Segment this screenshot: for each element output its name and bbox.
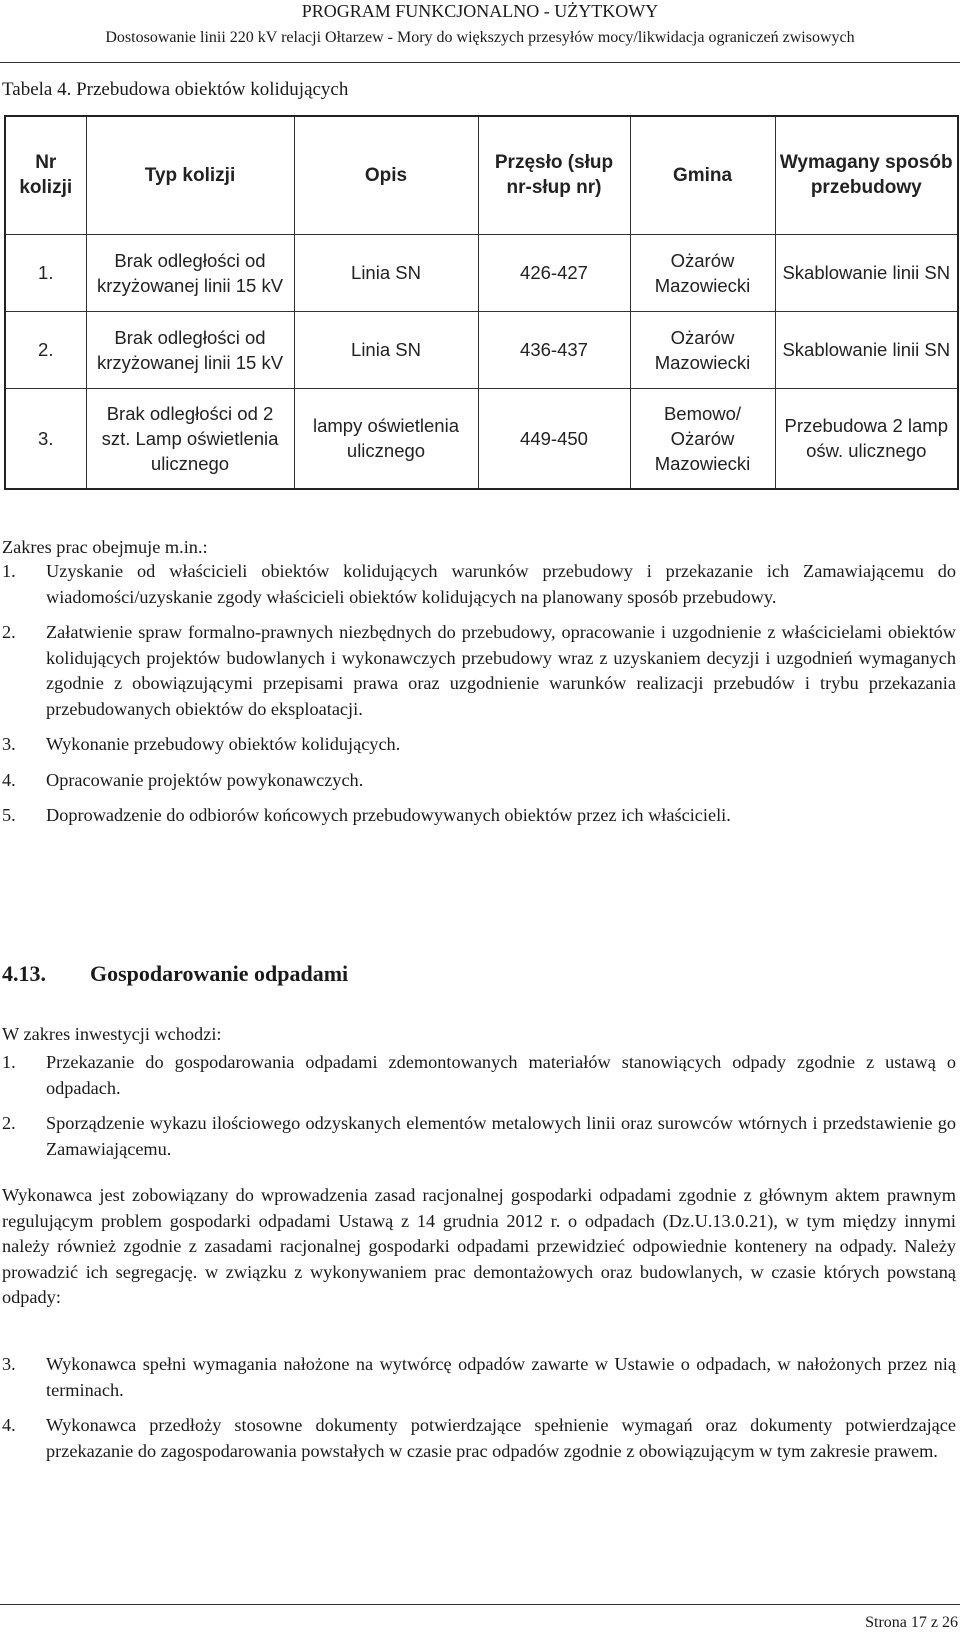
list-text: Doprowadzenie do odbiorów końcowych przebudowywanych obiektów przez ich właścicieli.	[46, 805, 731, 825]
table-cell: 426-427	[478, 234, 630, 311]
table-cell: Brak odległości od krzyżowanej linii 15 kV	[86, 234, 294, 311]
collisions-table	[4, 115, 959, 490]
list-item	[2, 1413, 956, 1464]
table-cell: 449-450	[478, 388, 630, 489]
list-text: Wykonawca spełni wymagania nałożone na wytwórcę odpadów zawarte w Ustawie o odpadach, w nałożonych przez nią terminach.	[46, 1354, 956, 1400]
list-number: 2.	[2, 622, 16, 642]
list-item	[2, 620, 956, 722]
table-cell: 1.	[5, 234, 86, 311]
list-number: 1.	[2, 561, 16, 581]
list-number: 2.	[2, 1113, 16, 1133]
list-item	[2, 1050, 956, 1101]
list-text: Sporządzenie wykazu ilościowego odzyskanych elementów metalowych linii oraz surowców wtórnych i przedstawienie go Zamawiającemu.	[46, 1113, 956, 1159]
header-subtitle: Dostosowanie linii 220 kV relacji Ołtarzew - Mory do większych przesyłów mocy/likwidacja ograniczeń zwisowych	[105, 29, 855, 46]
table-cell: Ożarów Mazowiecki	[630, 234, 775, 311]
list-item	[2, 803, 956, 829]
list-item	[2, 768, 956, 794]
table-caption: Tabela 4. Przebudowa obiektów kolidujących	[2, 79, 349, 100]
list-number: 4.	[2, 769, 16, 790]
list-number: 3.	[2, 1354, 16, 1374]
list-text: Przekazanie do gospodarowania odpadami zdemontowanych materiałów stanowiących odpady zgodnie z ustawą o odpadach.	[46, 1052, 956, 1098]
table-cell: 3.	[5, 388, 86, 489]
table-cell: Skablowanie linii SN	[775, 311, 958, 388]
table-cell: Brak odległości od 2 szt. Lamp oświetlenia ulicznego	[86, 388, 294, 489]
table-row	[5, 388, 958, 489]
section-title: Gospodarowanie odpadami	[90, 961, 349, 986]
table-cell: Skablowanie linii SN	[775, 234, 958, 311]
column-header: Przęsło (słup nr-słup nr)	[478, 116, 630, 234]
waste-list-continued	[2, 1352, 956, 1464]
section-intro: W zakres inwestycji wchodzi:	[2, 1024, 222, 1044]
table-cell: Ożarów Mazowiecki	[630, 311, 775, 388]
list-text: Uzyskanie od właścicieli obiektów kolidujących warunków przebudowy i przekazanie ich Zamawiającemu do wiadomości/uzyskanie zgody właścicieli obiektów kolidujących na planowany sposób przebudowy.	[46, 561, 956, 607]
section-number: 4.13.	[2, 961, 46, 986]
header-title: PROGRAM FUNKCJONALNO - UŻYTKOWY	[301, 1, 659, 21]
column-header: Opis	[294, 116, 478, 234]
header-divider	[0, 62, 960, 63]
list-item	[2, 559, 956, 610]
column-header: Typ kolizji	[86, 116, 294, 234]
table-cell: Bemowo/ Ożarów Mazowiecki	[630, 388, 775, 489]
waste-list	[2, 1050, 956, 1162]
column-header: Wymagany sposób przebudowy	[775, 116, 958, 234]
list-text: Wykonanie przebudowy obiektów kolidujących.	[46, 734, 401, 754]
table-row	[5, 234, 958, 311]
waste-paragraph: Wykonawca jest zobowiązany do wprowadzenia zasad racjonalnej gospodarki odpadami zgodnie z głównym aktem prawnym regulującym problem gospodarki odpadami Ustawą z 14 grudnia 2012 r. o odpadach (Dz.U.13.0.21), w tym między innymi należy również zgodnie z zasadami racjonalnej gospodarki odpadami przewidzieć odpowiednie kontenery na odpady. Należy prowadzić ich segregację. w związku z wykonywaniem prac demontażowych oraz budowlanych, w czasie których powstaną odpady:	[2, 1185, 956, 1307]
table-cell: Brak odległości od krzyżowanej linii 15 kV	[86, 311, 294, 388]
scope-list	[2, 559, 956, 829]
table-cell: Przebudowa 2 lamp ośw. ulicznego	[775, 388, 958, 489]
section-heading	[2, 961, 348, 987]
table-cell: Linia SN	[294, 311, 478, 388]
table-cell: lampy oświetlenia ulicznego	[294, 388, 478, 489]
page-number: Strona 17 z 26	[865, 1614, 958, 1631]
list-text: Załatwienie spraw formalno-prawnych niezbędnych do przebudowy, opracowanie i uzgodnienie z właścicielami obiektów kolidujących projektów budowlanych i wykonawczych przebudowy wraz z uzyskaniem decyzji i uzgodnień wymaganych zgodnie z obowiązującymi przepisami prawa oraz uzgodnienie warunków realizacji przebudów i trybu przekazania przebudowanych obiektów do eksploatacji.	[46, 622, 956, 719]
column-header: Nr kolizji	[5, 116, 86, 234]
list-number: 5.	[2, 805, 16, 825]
scope-intro: Zakres prac obejmuje m.in.:	[2, 537, 208, 557]
table-row	[5, 311, 958, 388]
table-cell: 2.	[5, 311, 86, 388]
list-number: 3.	[2, 734, 16, 754]
list-number: 1.	[2, 1052, 16, 1072]
list-item	[2, 732, 956, 758]
list-text: Opracowanie projektów powykonawczych.	[46, 769, 364, 790]
list-number: 4.	[2, 1415, 16, 1435]
table-header-row	[5, 116, 958, 234]
list-item	[2, 1111, 956, 1162]
column-header: Gmina	[630, 116, 775, 234]
table-cell: 436-437	[478, 311, 630, 388]
list-item	[2, 1352, 956, 1403]
table-cell: Linia SN	[294, 234, 478, 311]
list-text: Wykonawca przedłoży stosowne dokumenty potwierdzające spełnienie wymagań oraz dokumenty potwierdzające przekazanie do zagospodarowania powstałych w czasie prac odpadów zgodnie z obowiązującym w tym zakresie prawem.	[46, 1415, 956, 1461]
footer-divider	[0, 1604, 960, 1605]
